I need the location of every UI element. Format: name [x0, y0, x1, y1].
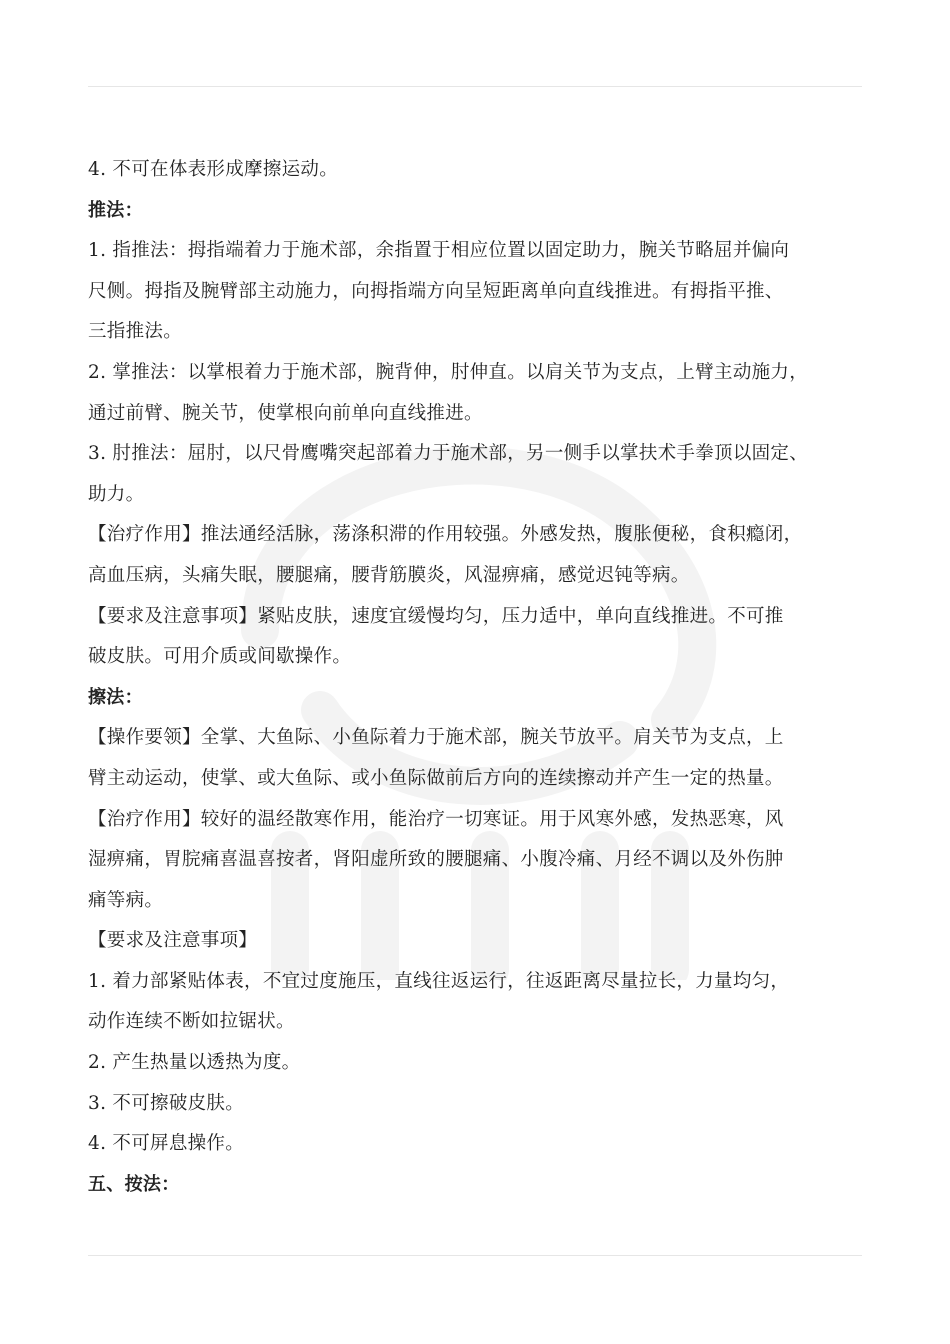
text-line: 三指推法。 [88, 321, 183, 343]
header-rule [88, 86, 862, 87]
text-line: 【要求及注意事项】紧贴皮肤，速度宜缓慢均匀，压力适中，单向直线推进。不可推 [88, 605, 784, 627]
footer-rule [88, 1255, 862, 1256]
text-line: 【治疗作用】较好的温经散寒作用，能治疗一切寒证。用于风寒外感，发热恶寒，风 [88, 808, 784, 830]
text-line: 痛等病。 [88, 889, 164, 911]
text-line: 1. 指推法：拇指端着力于施术部，余指置于相应位置以固定助力，腕关节略屈并偏向 [88, 240, 790, 262]
text-line: 动作连续不断如拉锯状。 [88, 1011, 295, 1033]
text-line: 1. 着力部紧贴体表，不宜过度施压，直线往返运行，往返距离尽量拉长，力量均匀， [88, 970, 790, 992]
section-heading: 五、按法： [88, 1173, 180, 1195]
text-line: 3. 不可擦破皮肤。 [88, 1092, 245, 1114]
text-line: 湿痹痛，胃脘痛喜温喜按者，肾阳虚所致的腰腿痛、小腹冷痛、月经不调以及外伤肿 [88, 849, 784, 871]
text-line: 破皮肤。可用介质或间歇操作。 [88, 646, 352, 668]
text-line: 尺侧。拇指及腕臂部主动施力，向拇指端方向呈短距离单向直线推进。有拇指平推、 [88, 280, 784, 302]
text-line: 2. 产生热量以透热为度。 [88, 1052, 301, 1074]
text-line: 【操作要领】全掌、大鱼际、小鱼际着力于施术部，腕关节放平。肩关节为支点，上 [88, 727, 784, 749]
text-line: 2. 掌推法：以掌根着力于施术部，腕背伸，肘伸直。以肩关节为支点，上臂主动施力， [88, 361, 809, 383]
text-line: 4. 不可屏息操作。 [88, 1133, 245, 1155]
text-line: 高血压病，头痛失眠，腰腿痛，腰背筋膜炎，风湿痹痛，感觉迟钝等病。 [88, 564, 690, 586]
text-line: 【治疗作用】推法通经活脉，荡涤积滞的作用较强。外感发热，腹胀便秘，食积瘾闭， [88, 524, 803, 546]
section-heading: 推法： [88, 199, 143, 221]
text-line: 助力。 [88, 483, 145, 505]
document-body [88, 150, 870, 1205]
section-heading: 擦法： [88, 686, 143, 708]
text-line: 臂主动运动，使掌、或大鱼际、或小鱼际做前后方向的连续擦动并产生一定的热量。 [88, 767, 784, 789]
text-line: 3. 肘推法：屈肘，以尺骨鹰嘴突起部着力于施术部，另一侧手以掌扶术手拳顶以固定、 [88, 443, 809, 465]
text-line: 4. 不可在体表形成摩擦运动。 [88, 159, 339, 180]
text-line: 【要求及注意事项】 [88, 930, 258, 952]
text-line: 通过前臂、腕关节，使掌根向前单向直线推进。 [88, 402, 483, 424]
